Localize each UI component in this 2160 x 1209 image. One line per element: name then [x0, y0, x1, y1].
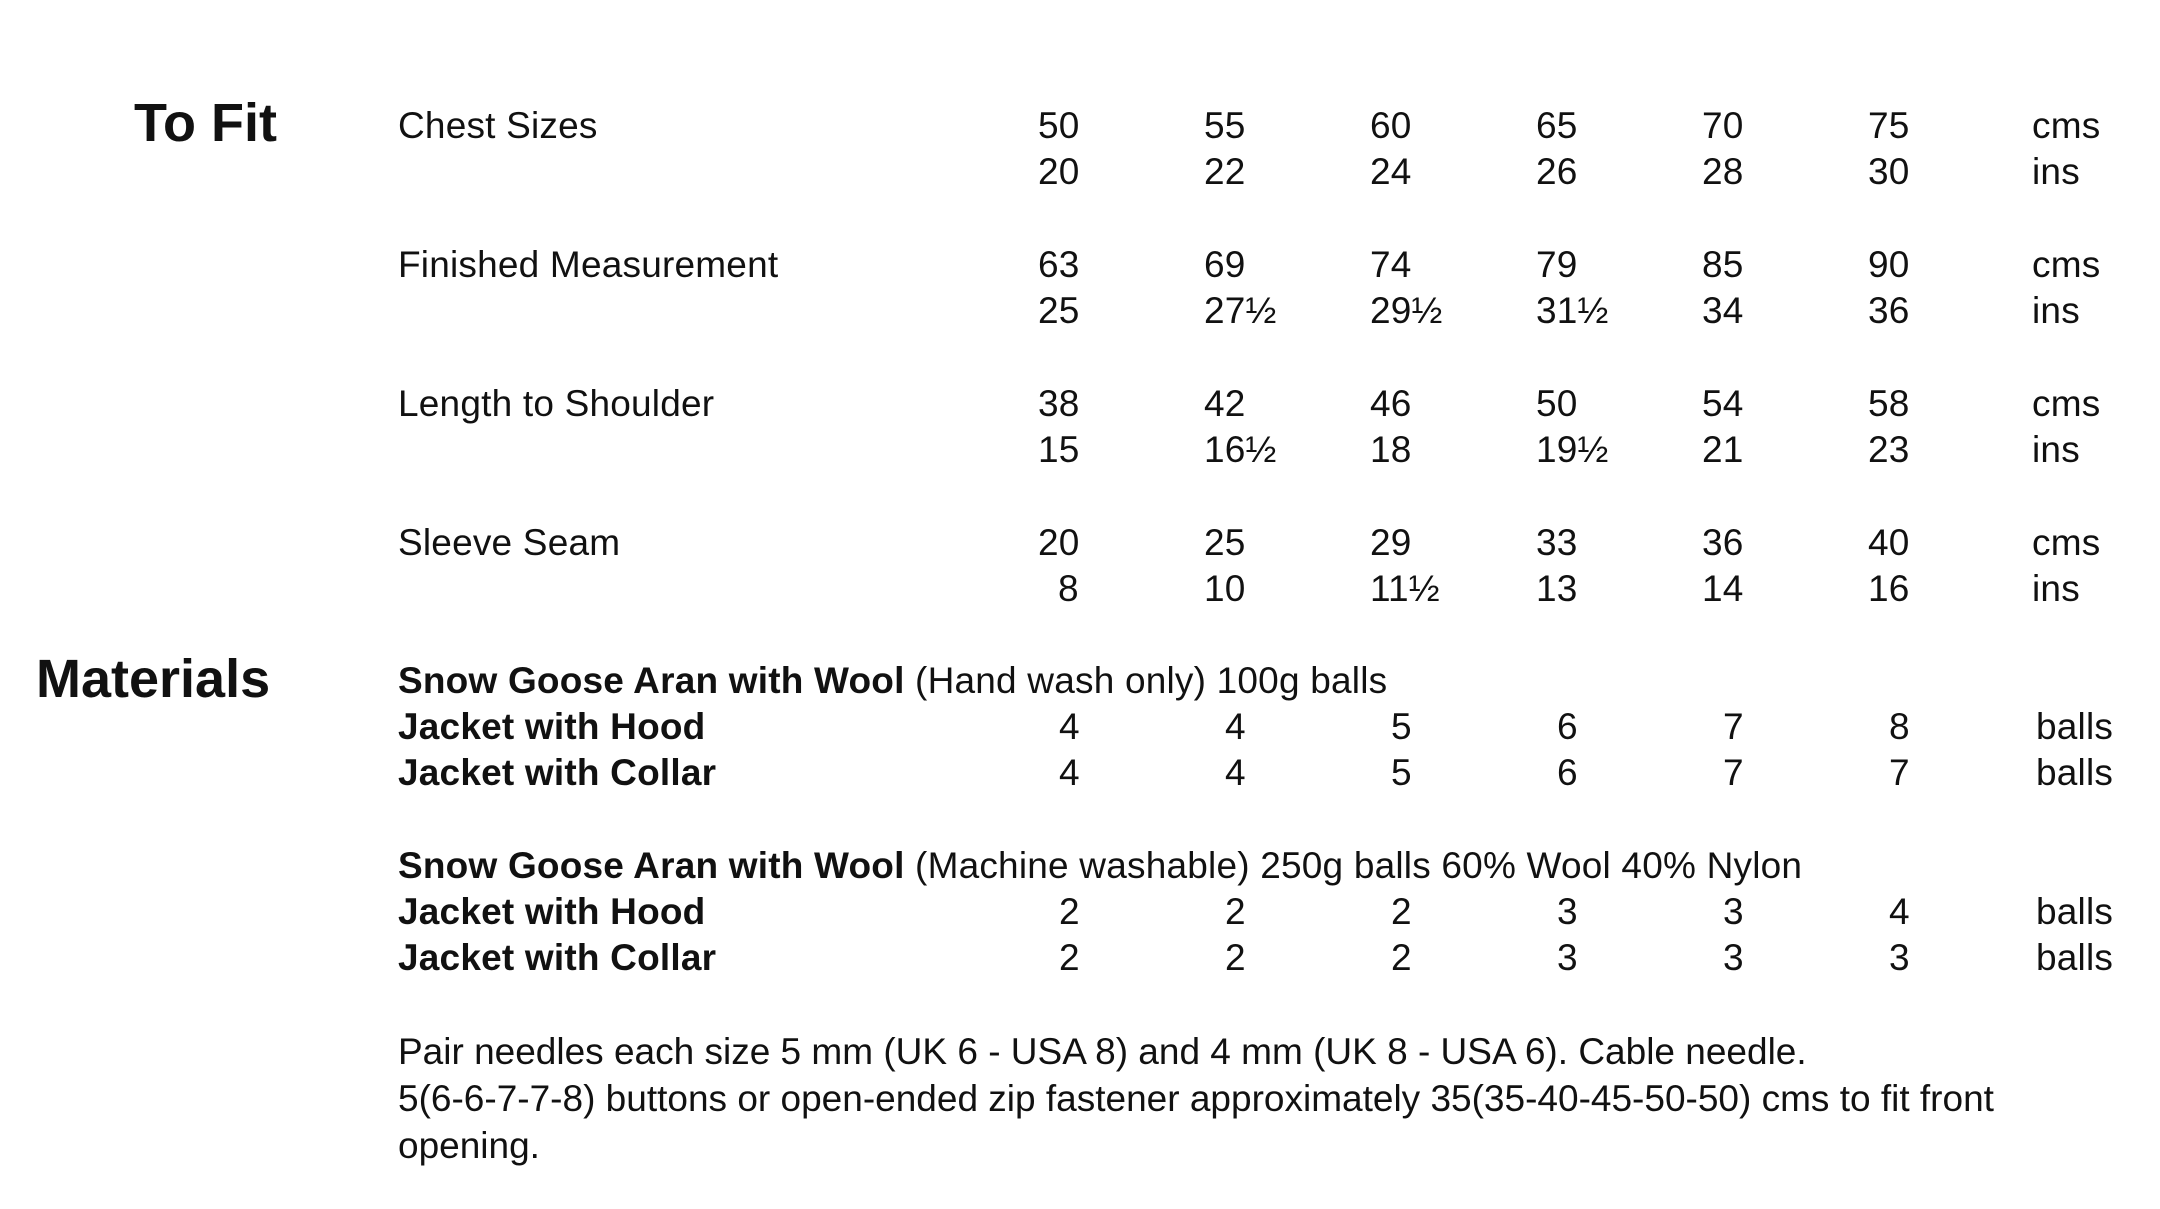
ball-count: 2 — [1059, 891, 1080, 932]
size-value: 18 — [1370, 429, 1412, 470]
yarn-description — [398, 659, 1387, 703]
ball-count: 4 — [1059, 706, 1080, 747]
size-value: 24 — [1370, 151, 1412, 192]
measurement-label: Sleeve Seam — [398, 522, 621, 563]
size-value: 27½ — [1204, 290, 1277, 331]
ball-count: 4 — [1889, 891, 1910, 932]
unit-label: ins — [2032, 568, 2080, 609]
materials-row — [0, 936, 2160, 980]
unit-label: cms — [2032, 383, 2101, 424]
materials-row — [0, 890, 2160, 934]
yarn-details: (Machine washable) 250g balls 60% Wool 40% Nylon — [904, 845, 1803, 886]
measurement-ins-row — [0, 289, 2160, 333]
yarn-intro — [0, 844, 2160, 888]
size-value: 74 — [1370, 244, 1412, 285]
size-value: 63 — [1038, 244, 1080, 285]
ball-count: 4 — [1059, 752, 1080, 793]
size-value: 25 — [1204, 522, 1246, 563]
unit-label: balls — [2036, 937, 2114, 978]
ball-count: 2 — [1391, 891, 1412, 932]
size-value: 29½ — [1370, 290, 1443, 331]
size-value: 90 — [1868, 244, 1910, 285]
measurement-label: Finished Measurement — [398, 244, 779, 285]
to-fit-heading: To Fit — [134, 93, 277, 153]
unit-label: balls — [2036, 891, 2114, 932]
size-value: 75 — [1868, 105, 1910, 146]
ball-count: 3 — [1889, 937, 1910, 978]
size-value: 21 — [1702, 429, 1744, 470]
garment-label: Jacket with Collar — [398, 752, 717, 793]
measurement-ins-row — [0, 150, 2160, 194]
size-value: 10 — [1204, 568, 1246, 609]
notes-line: 5(6-6-7-7-8) buttons or open-ended zip fastener approximately 35(35-40-45-50-50) cms to fit front — [398, 1078, 1994, 1119]
size-value: 60 — [1370, 105, 1412, 146]
size-value: 34 — [1702, 290, 1744, 331]
yarn-details: (Hand wash only) 100g balls — [904, 660, 1388, 701]
size-value: 50 — [1038, 105, 1080, 146]
size-value: 19½ — [1536, 429, 1609, 470]
measurement-cms-row — [0, 104, 2160, 148]
notes-line: Pair needles each size 5 mm (UK 6 - USA 8) and 4 mm (UK 8 - USA 6). Cable needle. — [398, 1031, 1807, 1072]
size-value: 13 — [1536, 568, 1578, 609]
unit-label: ins — [2032, 290, 2080, 331]
garment-label: Jacket with Collar — [398, 937, 717, 978]
yarn-name: Snow Goose Aran with Wool — [398, 660, 905, 701]
size-value: 22 — [1204, 151, 1246, 192]
size-value: 36 — [1868, 290, 1910, 331]
unit-label: cms — [2032, 244, 2101, 285]
size-value: 58 — [1868, 383, 1910, 424]
ball-count: 4 — [1225, 706, 1246, 747]
size-value: 23 — [1868, 429, 1910, 470]
size-value: 33 — [1536, 522, 1578, 563]
size-value: 20 — [1038, 522, 1080, 563]
size-value: 30 — [1868, 151, 1910, 192]
ball-count: 3 — [1557, 937, 1578, 978]
size-value: 11½ — [1370, 568, 1440, 609]
ball-count: 2 — [1225, 937, 1246, 978]
ball-count: 3 — [1723, 891, 1744, 932]
materials-heading: Materials — [36, 649, 271, 709]
measurement-cms-row — [0, 382, 2160, 426]
measurement-label: Chest Sizes — [398, 105, 598, 146]
yarn-name: Snow Goose Aran with Wool — [398, 845, 905, 886]
materials-row — [0, 705, 2160, 749]
ball-count: 7 — [1723, 752, 1744, 793]
measurement-cms-row — [0, 521, 2160, 565]
unit-label: balls — [2036, 706, 2114, 747]
size-value: 26 — [1536, 151, 1578, 192]
size-value: 16 — [1868, 568, 1910, 609]
measurement-cms-row — [0, 243, 2160, 287]
size-value: 29 — [1370, 522, 1412, 563]
unit-label: ins — [2032, 429, 2080, 470]
materials-notes — [398, 1028, 2138, 1169]
size-value: 46 — [1370, 383, 1412, 424]
ball-count: 6 — [1557, 752, 1578, 793]
unit-label: balls — [2036, 752, 2114, 793]
size-value: 31½ — [1536, 290, 1609, 331]
size-value: 54 — [1702, 383, 1744, 424]
ball-count: 2 — [1391, 937, 1412, 978]
materials-row — [0, 751, 2160, 795]
yarn-description — [398, 844, 1802, 888]
size-value: 65 — [1536, 105, 1578, 146]
size-value: 28 — [1702, 151, 1744, 192]
size-value: 55 — [1204, 105, 1246, 146]
size-value: 79 — [1536, 244, 1578, 285]
measurement-ins-row — [0, 567, 2160, 611]
size-value: 50 — [1536, 383, 1578, 424]
ball-count: 3 — [1557, 891, 1578, 932]
ball-count: 5 — [1391, 752, 1412, 793]
size-value: 85 — [1702, 244, 1744, 285]
unit-label: ins — [2032, 151, 2080, 192]
size-value: 25 — [1038, 290, 1080, 331]
unit-label: cms — [2032, 522, 2101, 563]
size-value: 69 — [1204, 244, 1246, 285]
size-value: 14 — [1702, 568, 1744, 609]
yarn-intro — [0, 659, 2160, 703]
size-value: 20 — [1038, 151, 1080, 192]
size-value: 38 — [1038, 383, 1080, 424]
ball-count: 5 — [1391, 706, 1412, 747]
measurement-ins-row — [0, 428, 2160, 472]
size-value: 36 — [1702, 522, 1744, 563]
size-value: 42 — [1204, 383, 1246, 424]
ball-count: 7 — [1889, 752, 1910, 793]
ball-count: 7 — [1723, 706, 1744, 747]
size-value: 40 — [1868, 522, 1910, 563]
measurement-label: Length to Shoulder — [398, 383, 715, 424]
size-value: 8 — [1058, 568, 1079, 609]
ball-count: 2 — [1059, 937, 1080, 978]
ball-count: 8 — [1889, 706, 1910, 747]
notes-line: opening. — [398, 1125, 540, 1166]
size-value: 70 — [1702, 105, 1744, 146]
garment-label: Jacket with Hood — [398, 706, 706, 747]
garment-label: Jacket with Hood — [398, 891, 706, 932]
ball-count: 6 — [1557, 706, 1578, 747]
size-value: 15 — [1038, 429, 1080, 470]
ball-count: 3 — [1723, 937, 1744, 978]
unit-label: cms — [2032, 105, 2101, 146]
size-value: 16½ — [1204, 429, 1277, 470]
ball-count: 4 — [1225, 752, 1246, 793]
ball-count: 2 — [1225, 891, 1246, 932]
